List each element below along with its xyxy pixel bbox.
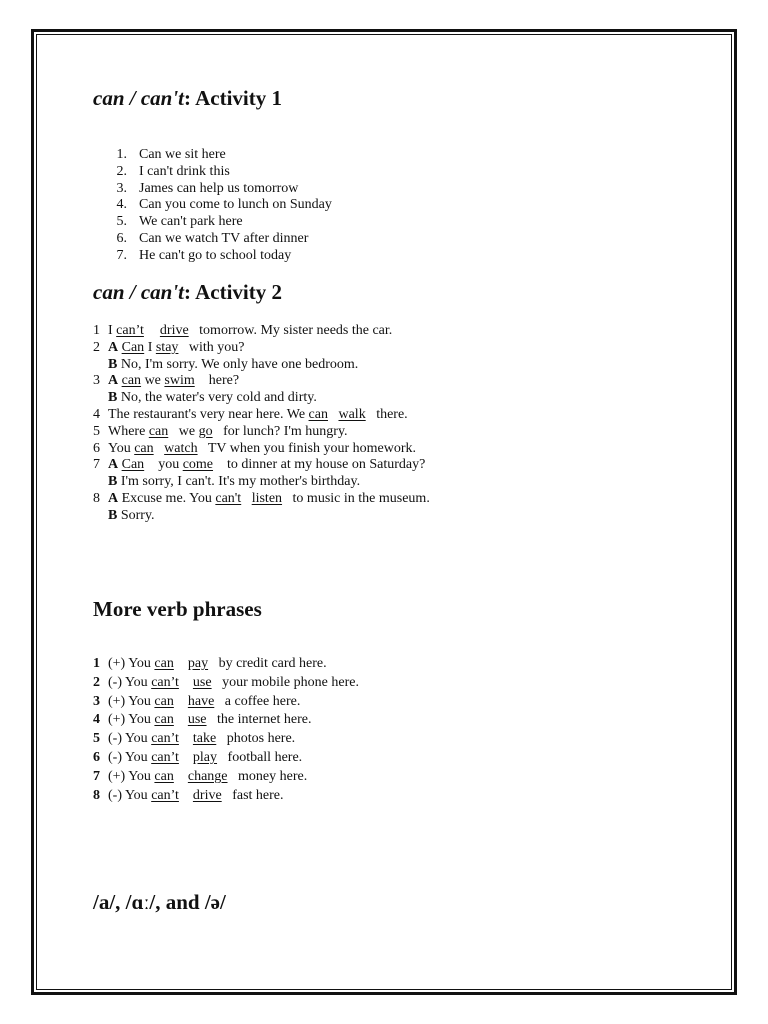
list-text: (+) You: [108, 768, 151, 784]
answer-modal: can: [121, 373, 142, 389]
answer-modal: can’t: [151, 731, 179, 747]
answer-modal: can’t: [151, 787, 179, 803]
activity2-heading-rest: : Activity 2: [184, 280, 282, 304]
exercise-text: Excuse me. You: [121, 490, 212, 506]
exercise-text: to dinner at my house on Saturday?: [227, 457, 426, 473]
answer-modal: can't: [215, 490, 242, 506]
list-number: 3.: [116, 180, 127, 196]
speaker-label: B: [108, 507, 118, 523]
answer-modal: can: [134, 440, 154, 456]
answer-modal: can: [154, 712, 174, 728]
list-text: I can't drink this: [139, 163, 230, 179]
list-number: 4.: [116, 197, 127, 213]
list-number: 5: [93, 731, 100, 747]
list-number: 2: [93, 674, 100, 690]
activity1-heading-italic: can / can't: [93, 86, 185, 110]
list-text: (+) You: [108, 693, 151, 709]
answer-verb: drive: [159, 323, 189, 338]
answer-verb: listen: [251, 490, 283, 506]
list-text: by credit card here.: [218, 656, 327, 671]
answer-verb: change: [187, 768, 228, 784]
list-text: money here.: [238, 768, 308, 784]
answer-verb: play: [192, 749, 218, 765]
list-text: football here.: [227, 749, 303, 765]
answer-verb: have: [187, 693, 215, 709]
speaker-label: A: [108, 490, 119, 506]
answer-modal: can’t: [151, 749, 179, 765]
answer-verb: walk: [338, 406, 366, 422]
answer-modal: can: [148, 423, 169, 439]
exercise-text: tomorrow. My sister needs the car.: [199, 323, 393, 338]
list-text: (-) You: [108, 787, 148, 803]
speaker-label: B: [108, 390, 118, 406]
list-number: 1.: [116, 147, 127, 162]
exercise-text: The restaurant's very near here. We: [108, 406, 306, 422]
exercise-text: we: [178, 423, 196, 439]
answer-modal: can: [154, 693, 174, 709]
verb-phrases-heading: More verb phrases: [93, 597, 262, 621]
list-text: Can we watch TV after dinner: [139, 230, 309, 246]
list-number: 8: [93, 787, 100, 803]
list-text: photos here.: [226, 731, 296, 747]
answer-verb: watch: [164, 440, 198, 456]
answer-verb: go: [198, 423, 213, 439]
speaker-label: A: [108, 373, 119, 389]
speaker-label: B: [108, 474, 118, 490]
phonetics-heading: /a/, /ɑː/, and /ə/: [93, 890, 226, 914]
list-text: your mobile phone here.: [222, 674, 359, 690]
exercise-text: for lunch? I'm hungry.: [223, 423, 348, 439]
exercise-text: we: [144, 373, 161, 389]
speaker-label: B: [108, 356, 118, 372]
exercise-text: No, I'm sorry. We only have one bedroom.: [120, 356, 359, 372]
exercise-text: here?: [208, 373, 240, 389]
answer-modal: Can: [121, 339, 145, 355]
exercise-text: Where: [108, 423, 146, 439]
list-number: 3: [93, 693, 100, 709]
list-text: a coffee here.: [224, 693, 301, 709]
exercise-number: 8: [93, 490, 100, 506]
list-text: (-) You: [108, 674, 148, 690]
answer-modal: can’t: [116, 323, 144, 338]
answer-verb: come: [182, 457, 214, 473]
list-number: 4: [93, 712, 100, 728]
answer-verb: use: [192, 674, 212, 690]
list-text: (-) You: [108, 749, 148, 765]
activity2-heading: [93, 280, 282, 305]
activity2-heading-italic: can / can't: [93, 280, 185, 304]
list-text: fast here.: [232, 787, 284, 803]
exercise-text: there.: [376, 406, 408, 422]
list-text: James can help us tomorrow: [139, 180, 299, 196]
answer-modal: can: [308, 406, 328, 422]
exercise-number: 3: [93, 373, 100, 389]
exercise-text: I: [147, 339, 153, 355]
exercise-number: 1: [93, 323, 100, 338]
exercise-text: you: [158, 457, 180, 473]
exercise-number: 7: [93, 457, 100, 473]
answer-verb: pay: [187, 656, 209, 671]
list-number: 6.: [116, 230, 127, 246]
list-number: 7.: [116, 247, 127, 263]
answer-verb: take: [192, 731, 217, 747]
list-text: (-) You: [108, 731, 148, 747]
exercise-text: TV when you finish your homework.: [207, 440, 417, 456]
answer-verb: stay: [155, 339, 179, 355]
activity1-heading: [93, 86, 282, 111]
exercise-text: No, the water's very cold and dirty.: [120, 390, 317, 406]
exercise-text: Sorry.: [120, 507, 155, 523]
answer-modal: can’t: [151, 674, 179, 690]
speaker-label: A: [108, 339, 119, 355]
list-number: 7: [93, 768, 100, 784]
speaker-label: A: [108, 457, 119, 473]
answer-modal: can: [154, 656, 174, 671]
answer-verb: use: [187, 712, 207, 728]
answer-verb: drive: [192, 787, 222, 803]
exercise-number: 6: [93, 440, 100, 456]
exercise-text: I'm sorry, I can't. It's my mother's birthday.: [120, 474, 361, 490]
activity1-heading-rest: : Activity 1: [184, 86, 282, 110]
exercise-text: to music in the museum.: [292, 490, 430, 506]
exercise-text: with you?: [188, 339, 245, 355]
exercise-text: I: [108, 323, 113, 338]
list-text: Can you come to lunch on Sunday: [139, 197, 332, 213]
list-number: 2.: [116, 163, 127, 179]
exercise-number: 5: [93, 423, 100, 439]
answer-modal: can: [154, 768, 174, 784]
exercise-text: You: [108, 440, 131, 456]
list-text: the internet here.: [217, 712, 312, 728]
exercise-number: 4: [93, 406, 100, 422]
list-text: We can't park here: [139, 214, 243, 230]
answer-modal: Can: [121, 457, 145, 473]
list-number: 1: [93, 656, 100, 671]
list-text: Can we sit here: [139, 147, 226, 162]
list-number: 5.: [116, 214, 127, 230]
list-text: He can't go to school today: [139, 247, 292, 263]
answer-verb: swim: [164, 373, 195, 389]
list-text: (+) You: [108, 656, 151, 671]
list-text: (+) You: [108, 712, 151, 728]
list-number: 6: [93, 749, 100, 765]
exercise-number: 2: [93, 339, 100, 355]
